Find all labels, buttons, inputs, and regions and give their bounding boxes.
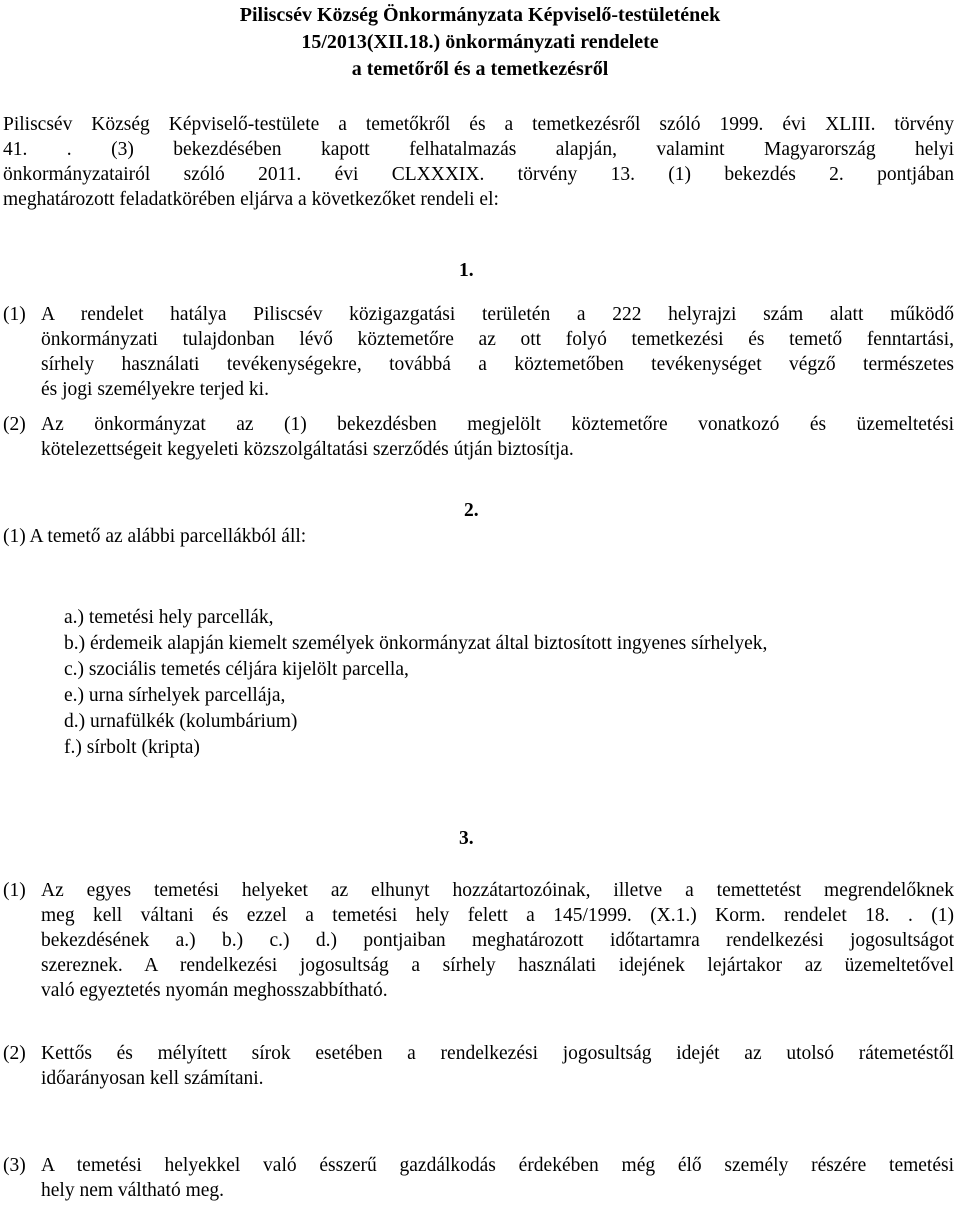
section-1-heading: 1.	[459, 260, 474, 281]
paragraph-number: (2)	[3, 414, 26, 435]
title-line-1: Piliscsév Község Önkormányzata Képviselő-testületének	[239, 4, 721, 26]
paragraph-line: A rendelet hatálya Piliscsév közigazgatási területén a 222 helyrajzi szám alatt működő	[41, 304, 954, 325]
parcel-list	[64, 605, 767, 761]
paragraph-line: szereznek. A rendelkezési jogosultság a sírhely használati idejének lejártakor az üzemeltetővel	[41, 955, 954, 976]
paragraph-number: (1)	[3, 880, 26, 901]
list-item: a.) temetési hely parcellák,	[64, 607, 274, 628]
paragraph-number: (1)	[3, 304, 26, 325]
title-line-3: a temetőről és a temetkezésről	[351, 58, 609, 80]
paragraph-line: hely nem váltható meg.	[41, 1180, 225, 1201]
preamble-line: meghatározott feladatkörében eljárva a következőket rendeli el:	[3, 189, 499, 210]
paragraph-line: és jogi személyekre terjed ki.	[41, 379, 269, 400]
section-2-heading: 2.	[464, 500, 479, 521]
paragraph-line: sírhely használati tevékenységekre, továbbá a köztemetőben tevékenységet végző természetes	[41, 354, 954, 375]
paragraph-line: önkormányzati tulajdonban lévő köztemetőre az ott folyó temetkezési és temető fenntartási,	[41, 329, 954, 350]
paragraph-line: Az önkormányzat az (1) bekezdésben megjelölt köztemetőre vonatkozó és üzemeltetési	[41, 414, 954, 435]
section-1-paragraph-2	[3, 412, 954, 462]
paragraph-line: Az egyes temetési helyeket az elhunyt hozzátartozóinak, illetve a temettetést megrendelőknek	[41, 880, 954, 901]
paragraph-line: kötelezettségeit kegyeleti közszolgáltatási szerződés útján biztosítja.	[41, 439, 574, 460]
list-item: e.) urna sírhelyek parcellája,	[64, 685, 286, 706]
paragraph-number: (2)	[3, 1043, 26, 1064]
paragraph-line: való egyeztetés nyomán meghosszabbítható.	[41, 980, 388, 1001]
paragraph-line: időarányosan kell számítani.	[41, 1068, 264, 1089]
paragraph-number: (3)	[3, 1155, 26, 1176]
preamble	[3, 112, 954, 212]
list-item: d.) urnafülkék (kolumbárium)	[64, 711, 298, 732]
section-3-paragraph-1	[3, 878, 954, 1003]
preamble-line: 41. . (3) bekezdésében kapott felhatalmazás alapján, valamint Magyarország helyi	[3, 139, 954, 160]
paragraph-line: A temetési helyekkel való ésszerű gazdálkodás érdekében még élő személy részére temetési	[41, 1155, 954, 1176]
paragraph-line: bekezdésének a.) b.) c.) d.) pontjaiban meghatározott időtartamra rendelkezési jogosultságot	[41, 930, 954, 951]
section-3-heading: 3.	[459, 828, 474, 849]
title-line-2: 15/2013(XII.18.) önkormányzati rendelete	[301, 31, 659, 53]
preamble-line: Piliscsév Község Képviselő-testülete a temetőkről és a temetkezésről szóló 1999. évi XLIII. törvény	[3, 114, 954, 135]
list-item: b.) érdemeik alapján kiemelt személyek önkormányzat által biztosított ingyenes sírhelyek,	[64, 633, 768, 654]
list-item: c.) szociális temetés céljára kijelölt parcella,	[64, 659, 409, 680]
section-3-paragraph-3	[3, 1153, 954, 1203]
section-1-paragraph-1	[3, 302, 954, 402]
paragraph-line: Kettős és mélyített sírok esetében a rendelkezési jogosultság idejét az utolsó rátemetéstől	[41, 1043, 954, 1064]
section-2-intro: (1) A temető az alábbi parcellákból áll:	[3, 526, 307, 547]
ordinance-title	[0, 2, 960, 83]
section-3-paragraph-2	[3, 1041, 954, 1091]
preamble-line: önkormányzatairól szóló 2011. évi CLXXXIX. törvény 13. (1) bekezdés 2. pontjában	[3, 164, 954, 185]
list-item: f.) sírbolt (kripta)	[64, 737, 200, 758]
paragraph-line: meg kell váltani és ezzel a temetési hely felett a 145/1999. (X.1.) Korm. rendelet 18. . (1)	[41, 905, 954, 926]
